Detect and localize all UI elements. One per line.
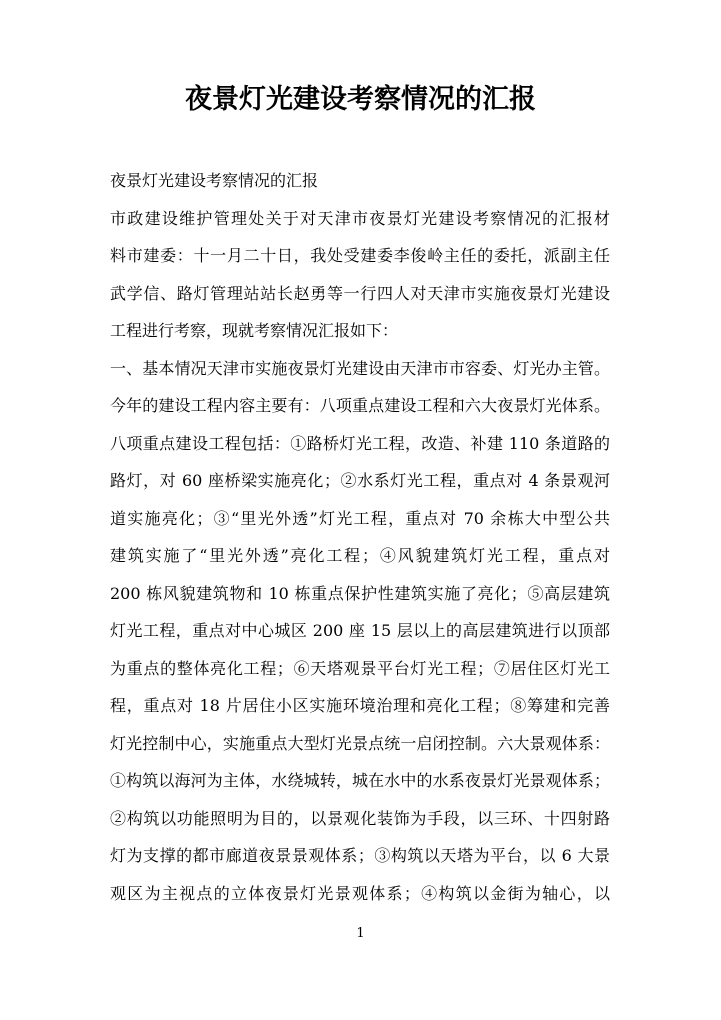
text-line: ②构筑以功能照明为目的，以景观化装饰为手段，以三环、十四射路 bbox=[110, 808, 610, 828]
text-line: 建筑实施了“里光外透”亮化工程；④风貌建筑灯光工程，重点对 bbox=[110, 546, 610, 565]
document-body bbox=[110, 162, 610, 912]
page-number: 1 bbox=[356, 926, 365, 941]
text-line: 今年的建设工程内容主要有：八项重点建设工程和六大夜景灯光体系。 bbox=[110, 396, 610, 415]
text-line: 灯为支撑的都市廊道夜景景观体系；③构筑以天塔为平台，以 6 大景 bbox=[110, 846, 610, 865]
text-line: 武学信、路灯管理站站长赵勇等一行四人对天津市实施夜景灯光建设 bbox=[110, 283, 610, 303]
text-line: 一、基本情况天津市实施夜景灯光建设由天津市市容委、灯光办主管。 bbox=[110, 358, 610, 378]
text-line: 灯光控制中心，实施重点大型灯光景点统一启闭控制。六大景观体系： bbox=[110, 733, 610, 753]
text-line: 观区为主视点的立体夜景灯光景观体系；④构筑以金街为轴心，以 bbox=[110, 883, 610, 903]
text-line: 200 栋风貌建筑物和 10 栋重点保护性建筑实施了亮化；⑤高层建筑 bbox=[110, 583, 610, 603]
text-line: 料市建委：十一月二十日，我处受建委李俊岭主任的委托，派副主任 bbox=[110, 246, 610, 265]
document-title: 夜景灯光建设考察情况的汇报 bbox=[185, 84, 536, 115]
text-line: 道实施亮化；③“里光外透”灯光工程，重点对 70 余栋大中型公共 bbox=[110, 508, 610, 528]
text-line: 市政建设维护管理处关于对天津市夜景灯光建设考察情况的汇报材 bbox=[110, 208, 610, 228]
text-line: 为重点的整体亮化工程；⑥天塔观景平台灯光工程；⑦居住区灯光工 bbox=[110, 658, 610, 678]
text-line: 工程进行考察，现就考察情况汇报如下： bbox=[110, 321, 399, 340]
text-line: 八项重点建设工程包括：①路桥灯光工程，改造、补建 110 条道路的 bbox=[110, 433, 610, 453]
text-line: 灯光工程，重点对中心城区 200 座 15 层以上的高层建筑进行以顶部 bbox=[110, 621, 610, 640]
text-line: 夜景灯光建设考察情况的汇报 bbox=[110, 171, 319, 190]
text-line: 路灯，对 60 座桥梁实施亮化；②水系灯光工程，重点对 4 条景观河 bbox=[110, 471, 610, 490]
text-line: ①构筑以海河为主体，水绕城转，城在水中的水系夜景灯光景观体系； bbox=[110, 771, 610, 790]
text-line: 程，重点对 18 片居住小区实施环境治理和亮化工程；⑧筹建和完善 bbox=[110, 696, 610, 715]
